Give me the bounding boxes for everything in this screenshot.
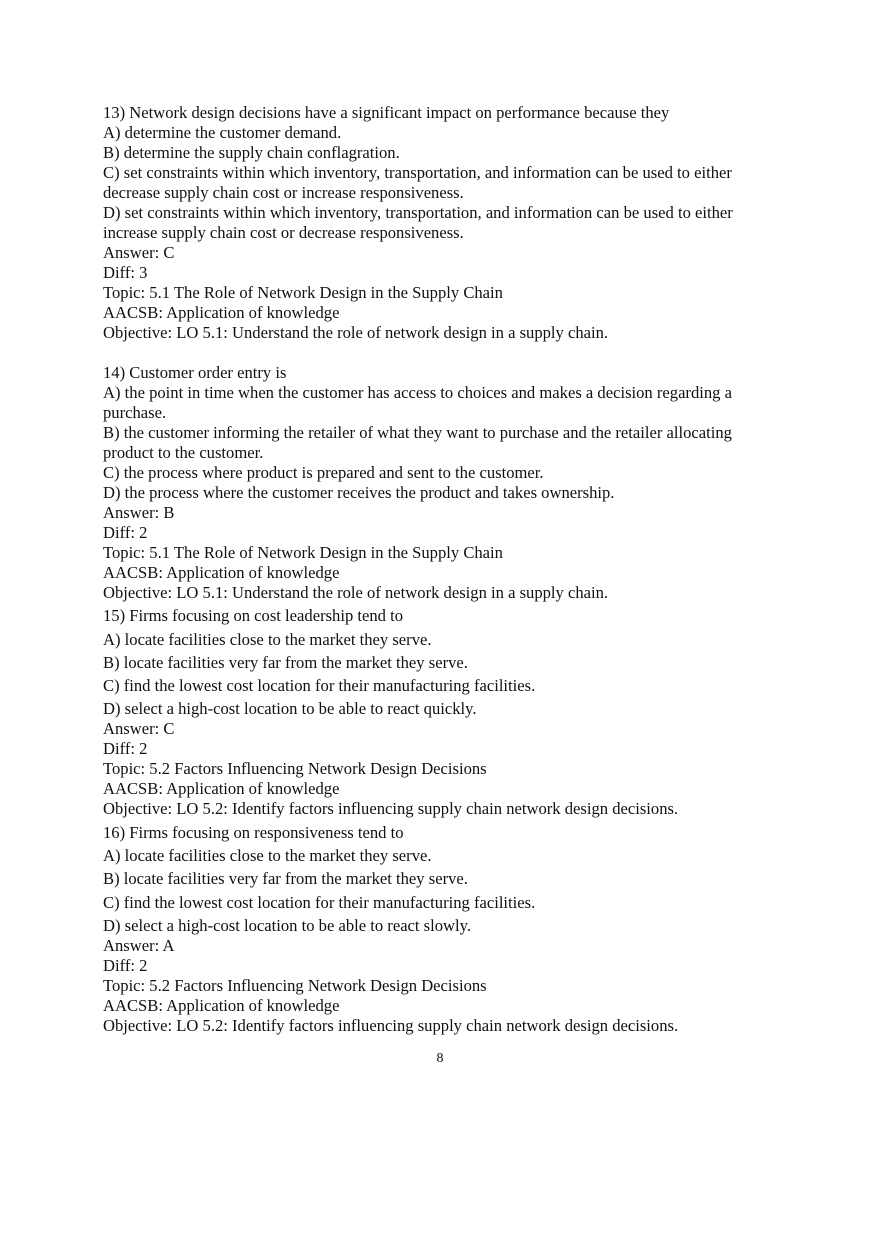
option-a: A) determine the customer demand.	[103, 123, 342, 142]
aacsb: AACSB: Application of knowledge	[103, 563, 340, 582]
option-c: C) the process where product is prepared and sent to the customer.	[103, 463, 544, 482]
option-a: A) the point in time when the customer has access to choices and makes a decision regarding a	[103, 383, 732, 402]
option-a: A) locate facilities close to the market they serve.	[103, 629, 432, 649]
aacsb: AACSB: Application of knowledge	[103, 303, 340, 322]
difficulty: Diff: 2	[103, 955, 148, 975]
option-d: D) the process where the customer receives the product and takes ownership.	[103, 483, 615, 502]
topic: Topic: 5.1 The Role of Network Design in the Supply Chain	[103, 283, 503, 302]
document-page	[103, 103, 775, 1036]
objective: Objective: LO 5.1: Understand the role of network design in a supply chain.	[103, 583, 609, 602]
option-d: D) select a high-cost location to be able to react slowly.	[103, 915, 472, 935]
option-b: B) locate facilities very far from the market they serve.	[103, 869, 468, 889]
answer: Answer: B	[103, 503, 175, 522]
option-c-continued: decrease supply chain cost or increase responsiveness.	[103, 183, 464, 202]
topic: Topic: 5.1 The Role of Network Design in the Supply Chain	[103, 543, 503, 562]
option-b: B) determine the supply chain conflagration.	[103, 143, 400, 162]
option-d: D) set constraints within which inventory, transportation, and information can be used to either	[103, 203, 733, 222]
question-15	[103, 606, 775, 819]
option-c: C) set constraints within which inventory, transportation, and information can be used to either	[103, 163, 732, 182]
option-b: B) the customer informing the retailer of what they want to purchase and the retailer allocating	[103, 423, 732, 442]
option-b: B) locate facilities very far from the market they serve.	[103, 652, 468, 672]
aacsb: AACSB: Application of knowledge	[103, 995, 340, 1015]
objective: Objective: LO 5.2: Identify factors influencing supply chain network design decisions.	[103, 799, 679, 819]
blank-line	[103, 343, 775, 363]
option-c: C) find the lowest cost location for their manufacturing facilities.	[103, 676, 536, 696]
option-b-continued: product to the customer.	[103, 443, 264, 462]
option-a-continued: purchase.	[103, 403, 167, 422]
option-c: C) find the lowest cost location for their manufacturing facilities.	[103, 892, 536, 912]
topic: Topic: 5.2 Factors Influencing Network Design Decisions	[103, 759, 487, 779]
option-d: D) select a high-cost location to be able to react quickly.	[103, 699, 477, 719]
difficulty: Diff: 2	[103, 523, 148, 542]
aacsb: AACSB: Application of knowledge	[103, 779, 340, 799]
page-number: 8	[436, 1051, 444, 1066]
question-13	[103, 103, 775, 343]
answer: Answer: A	[103, 935, 175, 955]
option-d-continued: increase supply chain cost or decrease responsiveness.	[103, 223, 464, 242]
objective: Objective: LO 5.1: Understand the role of network design in a supply chain.	[103, 323, 609, 342]
topic: Topic: 5.2 Factors Influencing Network Design Decisions	[103, 975, 487, 995]
question-stem: 14) Customer order entry is	[103, 363, 287, 382]
difficulty: Diff: 3	[103, 263, 148, 282]
answer: Answer: C	[103, 243, 175, 262]
difficulty: Diff: 2	[103, 739, 148, 759]
question-16	[103, 823, 775, 1036]
question-stem: 13) Network design decisions have a significant impact on performance because they	[103, 103, 670, 122]
answer: Answer: C	[103, 719, 175, 739]
objective: Objective: LO 5.2: Identify factors influencing supply chain network design decisions.	[103, 1015, 679, 1035]
question-14	[103, 363, 775, 603]
question-stem: 15) Firms focusing on cost leadership tend to	[103, 606, 404, 626]
option-a: A) locate facilities close to the market they serve.	[103, 846, 432, 866]
question-stem: 16) Firms focusing on responsiveness tend to	[103, 822, 404, 842]
